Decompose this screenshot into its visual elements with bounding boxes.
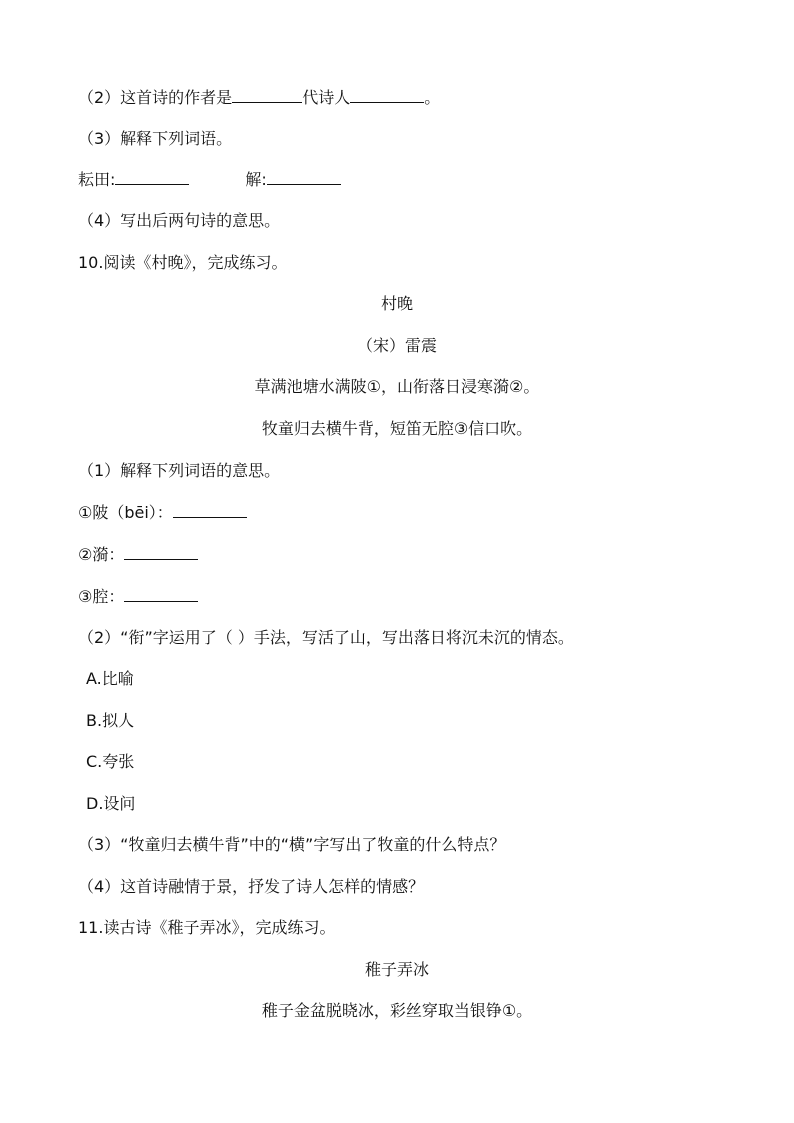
q10-option-d[interactable]: D.设问	[86, 794, 136, 813]
answer-blank-dynasty[interactable]	[232, 88, 302, 103]
q9-terms-row	[78, 170, 341, 190]
q10-heading: 10.阅读《村晚》，完成练习。	[78, 253, 288, 272]
q9-sub3: （3）解释下列词语。	[78, 129, 233, 148]
q10-term-row-1	[78, 503, 247, 523]
q10-option-a[interactable]: A.比喻	[86, 669, 134, 688]
q11-poem-line-1: 稚子金盆脱晓冰，彩丝穿取当银铮①。	[261, 1001, 533, 1020]
q10-sub2: （2）“衔”字运用了（ ）手法，写活了山，写出落日将沉未沉的情态。	[78, 628, 574, 647]
q10-sub3: （3）“牧童归去横牛背”中的“横”字写出了牧童的什么特点？	[78, 835, 506, 854]
q9-sub2	[78, 88, 440, 108]
q10-poem-author: （宋）雷震	[356, 336, 437, 355]
q10-term-row-3	[78, 587, 198, 607]
q10-term-row-2	[78, 545, 198, 565]
q9-sub2-text-after: 。	[424, 88, 441, 107]
q10-term-bei: ①陂（bēi）：	[78, 503, 173, 522]
q11-heading: 11.读古诗《稚子弄冰》，完成练习。	[78, 918, 336, 937]
answer-blank-jie[interactable]	[267, 170, 341, 185]
q10-poem-line-1: 草满池塘水满陂①，山衔落日浸寒漪②。	[254, 377, 540, 396]
answer-blank-yi[interactable]	[124, 545, 198, 560]
q10-sub4: （4）这首诗融情于景，抒发了诗人怎样的情感？	[78, 877, 425, 896]
q9-term-yuntian: 耘田:	[78, 170, 116, 189]
q9-sub2-text-mid: 代诗人	[302, 88, 351, 107]
q10-sub1: （1）解释下列词语的意思。	[78, 461, 281, 480]
answer-blank-yuntian[interactable]	[115, 170, 189, 185]
q9-term-jie: 解:	[245, 170, 267, 189]
q10-poem-line-2: 牧童归去横牛背，短笛无腔③信口吹。	[261, 419, 533, 438]
answer-blank-bei[interactable]	[173, 503, 247, 518]
q10-poem-title: 村晚	[380, 294, 413, 313]
answer-blank-poet[interactable]	[350, 88, 424, 103]
q9-sub4: （4）写出后两句诗的意思。	[78, 211, 281, 230]
q10-option-b[interactable]: B.拟人	[86, 711, 135, 730]
q10-term-yi: ②漪：	[78, 545, 125, 564]
q11-poem-title: 稚子弄冰	[364, 960, 429, 979]
q9-sub2-text-before: （2）这首诗的作者是	[78, 88, 233, 107]
answer-blank-qiang[interactable]	[124, 587, 198, 602]
q10-term-qiang: ③腔：	[78, 587, 125, 606]
q10-option-c[interactable]: C.夸张	[86, 752, 135, 771]
